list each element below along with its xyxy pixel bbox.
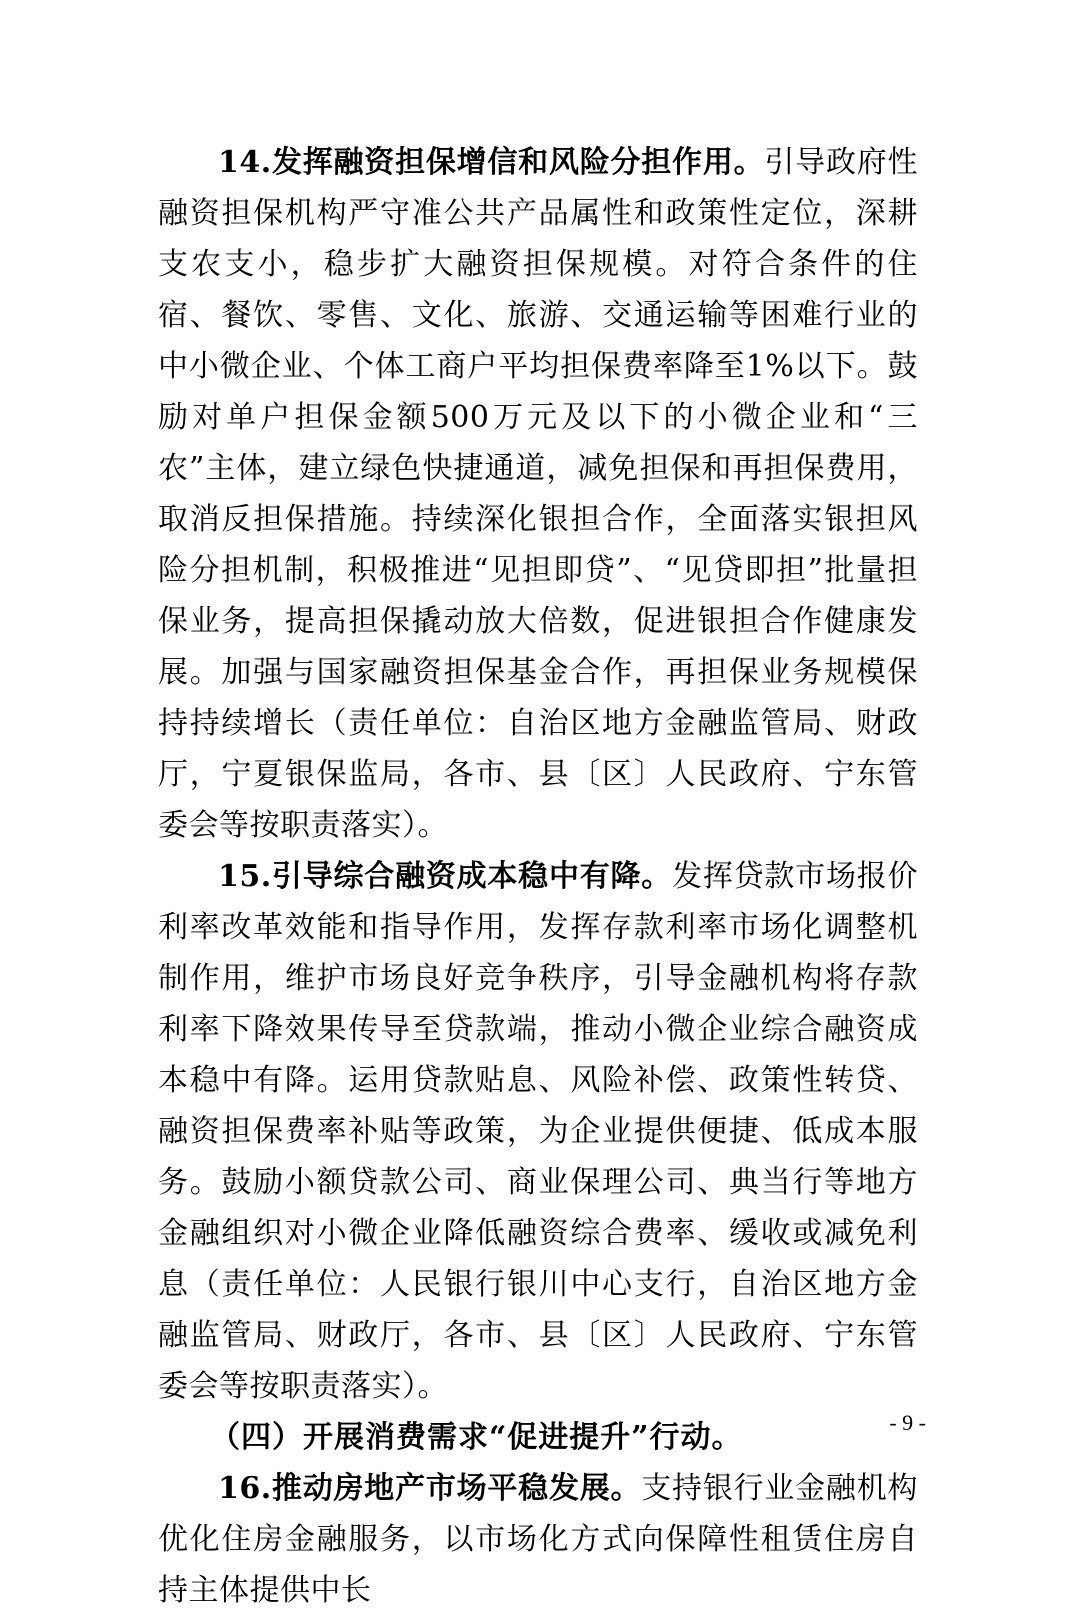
paragraph-14-lead: 14.发挥融资担保增信和风险分担作用。	[218, 145, 765, 180]
page-content	[158, 137, 918, 1616]
paragraph-16-body: 支持银行业金融机构优化住房金融服务，以市场化方式向保障性租赁住房自持主体提供中长	[158, 1471, 918, 1608]
paragraph-16-lead: 16.推动房地产市场平稳发展。	[218, 1471, 642, 1506]
paragraph-14	[158, 137, 918, 851]
paragraph-15-body: 发挥贷款市场报价利率改革效能和指导作用，发挥存款利率市场化调整机制作用，维护市场良好竞争秩序，引导金融机构将存款利率下降效果传导至贷款端，推动小微企业综合融资成本稳中有降。运用贷款贴息、风险补偿、政策性转贷、融资担保费率补贴等政策，为企业提供便捷、低成本服务。鼓励小额贷款公司、商业保理公司、典当行等地方金融组织对小微企业降低融资综合费率、缓收或减免利息（责任单位：人民银行银川中心支行，自治区地方金融监管局、财政厅，各市、县〔区〕人民政府、宁东管委会等按职责落实）。	[158, 859, 918, 1404]
paragraph-15-lead: 15.引导综合融资成本稳中有降。	[218, 859, 673, 894]
page-number: - 9 -	[889, 1410, 926, 1435]
paragraph-16	[158, 1463, 918, 1616]
paragraph-15	[158, 851, 918, 1412]
paragraph-14-body: 引导政府性融资担保机构严守准公共产品属性和政策性定位，深耕支农支小，稳步扩大融资担保规模。对符合条件的住宿、餐饮、零售、文化、旅游、交通运输等困难行业的中小微企业、个体工商户平均担保费率降至1%以下。鼓励对单户担保金额500万元及以下的小微企业和“三农”主体，建立绿色快捷通道，减免担保和再担保费用，取消反担保措施。持续深化银担合作，全面落实银担风险分担机制，积极推进“见担即贷”、“见贷即担”批量担保业务，提高担保撬动放大倍数，促进银担合作健康发展。加强与国家融资担保基金合作，再担保业务规模保持持续增长（责任单位：自治区地方金融监管局、财政厅，宁夏银保监局，各市、县〔区〕人民政府、宁东管委会等按职责落实）。	[158, 145, 918, 843]
section-heading: （四）开展消费需求“促进提升”行动。	[210, 1420, 743, 1455]
